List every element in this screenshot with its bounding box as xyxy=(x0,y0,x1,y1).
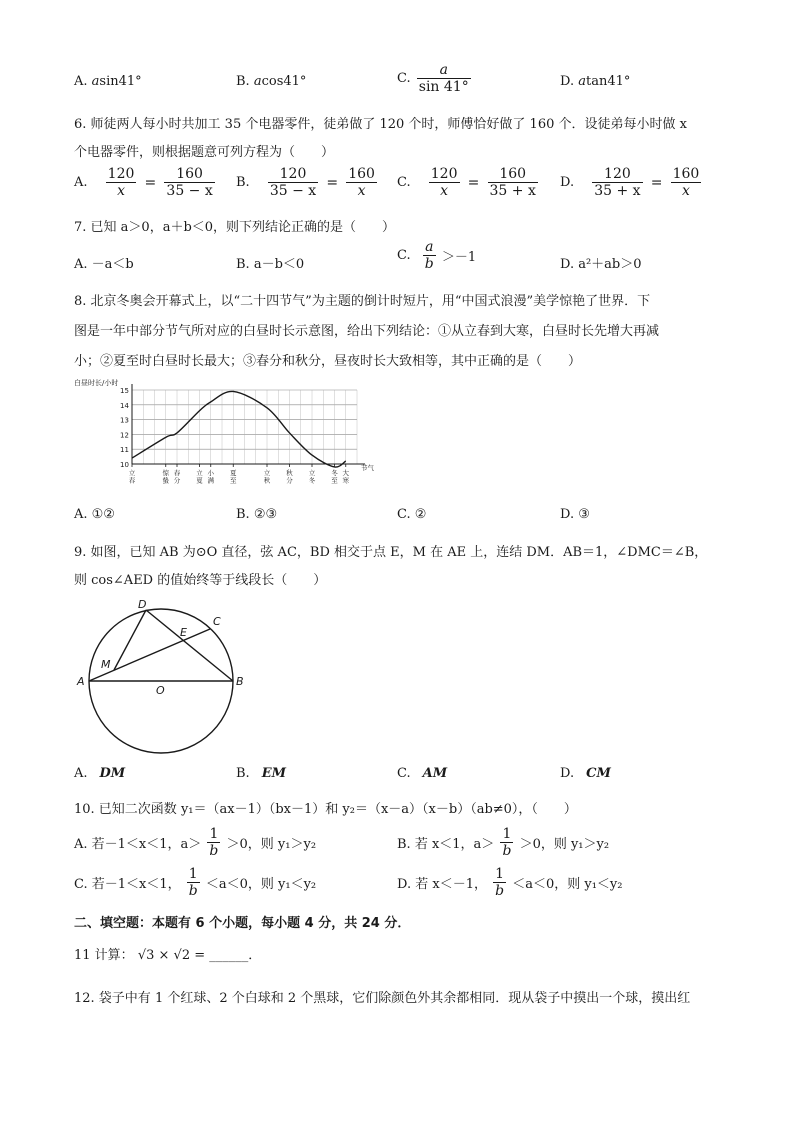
x-tick-label: 秋分 xyxy=(286,469,293,485)
q5-option-c: C. $\frac{a}{\sin 41^\circ}$ xyxy=(397,62,469,95)
q8-stem-line2: 图是一年中部分节气所对应的白昼时长示意图，给出下列结论：①从立春到大寒，白昼时长先增大再减 xyxy=(74,324,660,339)
q9-option-d: D. CM xyxy=(560,766,611,781)
y-tick-label: 10 xyxy=(120,461,129,469)
q8-option-a: A. ①② xyxy=(74,507,115,522)
x-tick-label: 夏至 xyxy=(230,469,237,485)
x-tick-label: 惊蛰 xyxy=(162,469,169,485)
label-c: C xyxy=(213,615,221,628)
x-tick-label: 立冬 xyxy=(308,469,316,485)
q7-option-d: D. a²＋ab＞0 xyxy=(560,257,642,272)
q9-stem-line1: 9. 如图，已知 AB 为⊙O 直径，弦 AC，BD 相交于点 E，M 在 AE 上，连结 DM．AB＝1，∠DMC＝∠B， xyxy=(74,545,708,560)
q5-option-b: B. acos41° xyxy=(236,74,307,89)
q6-option-a: A. $\frac{120}{x}$ = $\frac{160}{35 - x}$ xyxy=(74,166,213,199)
q7-option-b: B. a－b＜0 xyxy=(236,257,305,272)
x-tick-label: 立夏 xyxy=(196,469,203,485)
section-2-heading: 二、填空题：本题有 6 个小题，每小题 4 分，共 24 分． xyxy=(74,916,411,931)
daylight-curve xyxy=(132,391,346,467)
x-tick-label: 大寒 xyxy=(342,469,349,485)
q11: 11 计算： √3 × √2 = ______． xyxy=(74,948,262,963)
x-axis-label: 节气 xyxy=(361,464,374,472)
y-axis-label: 白昼时长/小时 xyxy=(74,379,119,387)
q6-option-b: B. $\frac{120}{35 - x}$ = $\frac{160}{x}$ xyxy=(236,166,375,199)
q8-option-d: D. ③ xyxy=(560,507,590,522)
q6-option-c: C. $\frac{120}{x}$ = $\frac{160}{35 + x}$ xyxy=(397,166,536,199)
q11-expression: √3 × √2 = xyxy=(137,948,206,963)
q8-option-b: B. ②③ xyxy=(236,507,278,522)
y-tick-label: 11 xyxy=(120,446,129,455)
q10-option-a: A. 若－1＜x＜1，a＞ $\frac{1}{b}$ ＞0，则 y₁＞y₂ xyxy=(74,826,317,859)
x-tick-label: 小满 xyxy=(207,469,214,485)
x-tick-label: 立秋 xyxy=(263,469,271,485)
label-b: B xyxy=(236,675,244,688)
y-tick-label: 14 xyxy=(120,401,129,410)
x-tick-label: 立春 xyxy=(128,469,136,485)
label-a: A xyxy=(77,675,85,688)
q6-stem-line2: 个电器零件，则根据题意可列方程为（ ） xyxy=(74,145,335,160)
q10-option-d: D. 若 x＜－1， $\frac{1}{b}$ ＜a＜0，则 y₁＜y₂ xyxy=(397,866,623,899)
q7-option-a: A. －a＜b xyxy=(74,257,134,272)
q7-option-c: C. $\frac{a}{b}$ ＞－1 xyxy=(397,239,477,272)
x-tick-label: 春分 xyxy=(173,469,181,485)
q6-stem-line1: 6. 师徒两人每小时共加工 35 个电器零件，徒弟做了 120 个时，师傅恰好做了 160 个．设徒弟每小时做 x xyxy=(74,117,687,132)
label-m: M xyxy=(101,658,111,671)
q10-stem: 10. 已知二次函数 y₁＝（ax－1）（bx－1）和 y₂＝（x－a）（x－b）（ab≠0），（ ） xyxy=(74,802,577,817)
q9-option-b: B. EM xyxy=(236,766,286,781)
x-tick-label: 冬至 xyxy=(331,469,338,485)
q5-option-d: D. atan41° xyxy=(560,74,631,89)
q12-stem-line1: 12. 袋子中有 1 个红球、2 个白球和 2 个黑球，它们除颜色外其余都相同．现从袋子中摸出一个球，摸出红 xyxy=(74,991,691,1006)
q7-stem: 7. 已知 a＞0，a＋b＜0，则下列结论正确的是（ ） xyxy=(74,220,396,235)
q11-answer-blank[interactable]: ______ xyxy=(209,948,249,963)
q8-stem-line1: 8. 北京冬奥会开幕式上，以“二十四节气”为主题的倒计时短片，用“中国式浪漫”美学惊艳了世界．下 xyxy=(74,294,651,309)
q9-option-c: C. AM xyxy=(397,766,448,781)
segment-dm xyxy=(114,610,146,670)
daylight-chart xyxy=(72,376,372,494)
chord-ac xyxy=(89,629,210,681)
q10-option-b: B. 若 x＜1，a＞ $\frac{1}{b}$ ＞0，则 y₁＞y₂ xyxy=(397,826,610,859)
q9-stem-line2: 则 cos∠AED 的值始终等于线段长（ ） xyxy=(74,573,327,588)
y-tick-label: 12 xyxy=(120,431,129,440)
q5-option-a: A. asin41° xyxy=(74,74,142,89)
label-o: O xyxy=(156,684,165,697)
q8-stem-line3: 小；②夏至时白昼时长最大；③春分和秋分，昼夜时长大致相等，其中正确的是（ ） xyxy=(74,354,582,369)
circle-diagram xyxy=(70,596,270,766)
y-tick-label: 15 xyxy=(120,387,129,395)
y-tick-label: 13 xyxy=(120,416,129,425)
label-e: E xyxy=(180,626,187,639)
q10-option-c: C. 若－1＜x＜1， $\frac{1}{b}$ ＜a＜0，则 y₁＜y₂ xyxy=(74,866,317,899)
q8-option-c: C. ② xyxy=(397,507,427,522)
q6-option-d: D. $\frac{120}{35 + x}$ = $\frac{160}{x}$ xyxy=(560,166,700,199)
q9-option-a: A. DM xyxy=(74,766,126,781)
label-d: D xyxy=(138,598,147,611)
